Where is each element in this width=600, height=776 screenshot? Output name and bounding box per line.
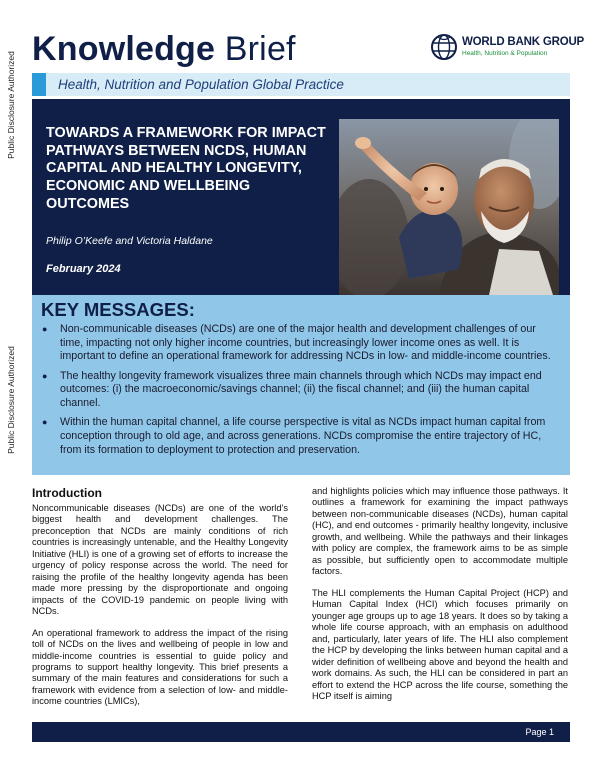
bullet-icon: ● [42,370,48,381]
body-paragraph: Noncommunicable diseases (NCDs) are one of the world’s biggest health and development challenges. The preconception that NCDs are mainly conditions of rich countries is increasingly untenable, and the Healthy Longevity Initiative (HLI) is one of a growing set of efforts to increase the urgency of policy response across the world. The need for raising the profile of the healthy longevity agenda has been made more pressing by the disproportionate and ongoing impacts of the COVID-19 pandemic on people living with NCDs. [32,502,288,617]
brief-title [32,30,296,69]
key-message-text: Non-communicable diseases (NCDs) are one of the major health and development challenges of our time, impacting not only higher income countries, but increasingly lower income ones as well. It is important to define an operational framework for addressing NCDs in low- and middle-income countries. [60,323,551,363]
world-bank-logo [430,33,584,61]
bullet-icon: ● [42,417,48,428]
introduction-heading: Introduction [32,486,102,500]
logo-subtitle: Health, Nutrition & Population [462,49,548,57]
disclosure-text-top: Public Disclosure Authorized [6,51,17,159]
hero-panel [32,99,570,295]
key-messages-box [32,295,570,475]
key-messages-title: KEY MESSAGES: [41,299,195,320]
key-message-item [32,323,570,364]
key-message-item [32,370,570,411]
body-paragraph: and highlights policies which may influence those pathways. It outlines a framework for examining the impact pathways between non-communicable diseases (NCDs), human capital (HC), and end outcomes - primarily healthy longevity, inclusive growth, and wellbeing. While the pathways and their linkages with policy are complex, the framework aims to be as simple as possible, but sufficiently open to accommodate multiple factors. [312,486,568,577]
key-message-text: The healthy longevity framework visualizes three main channels through which NCDs may impact end outcomes: (i) the macroeconomic/savings channel; (ii) the fiscal channel; and (iii) the human capital channel. [60,369,542,409]
practice-accent-bar [32,73,46,96]
globe-icon [430,33,458,61]
key-message-item [32,416,570,457]
key-messages-list [32,323,570,463]
hero-authors: Philip O’Keefe and Victoria Haldane [46,235,213,247]
brief-title-rest: Brief [215,30,296,68]
body-paragraph: The HLI complements the Human Capital Project (HCP) and Human Capital Index (HCI) which focuses primarily on younger age groups up to age 18 years. It does so by taking a whole life course approach, with an emphasis on adulthood and, particularly, later years of life. The HLI also complement the HCP by developing the links between human capital and a wider definition of wellbeing above and beyond the health and work domains. As such, the HLI can be considered in part an effort to extend the HCP across the life course, something the HCP itself is aiming [312,587,568,701]
disclosure-label-bottom [0,330,22,470]
practice-name: Health, Nutrition and Population Global Practice [58,77,344,92]
body-column-right [312,486,568,712]
disclosure-text-bottom: Public Disclosure Authorized [6,346,17,454]
hero-title: TOWARDS A FRAMEWORK FOR IMPACT PATHWAYS BETWEEN NCDS, HUMAN CAPITAL AND HEALTHY LONGEVITY, ECONOMIC AND WELLBEING OUTCOMES [46,125,326,212]
key-message-text: Within the human capital channel, a life course perspective is vital as NCDs impact human capital from conception through to old age, and across generations. NCDs compromise the entire trajectory of HC, from its formation to deployment to protection and preservation. [60,416,546,456]
body-column-left [32,486,288,718]
practice-banner [32,73,570,96]
bullet-icon: ● [42,324,48,334]
hero-date: February 2024 [46,263,121,275]
page-number: Page 1 [525,727,554,737]
cover-photo [339,119,559,295]
page-footer [32,722,570,742]
body-paragraph: An operational framework to address the impact of the rising toll of NCDs on the lives and wellbeing of people in low and middle-income countries is essential to guide policy and programs to support healthy longevity. This brief presents a summary of the main features and considerations for such a framework with evidence from a selection of low- and middle- income countries (LMICs), [32,627,288,707]
disclosure-label-top [0,51,22,159]
brief-title-bold: Knowledge [32,30,216,68]
logo-name: WORLD BANK GROUP [462,36,585,48]
